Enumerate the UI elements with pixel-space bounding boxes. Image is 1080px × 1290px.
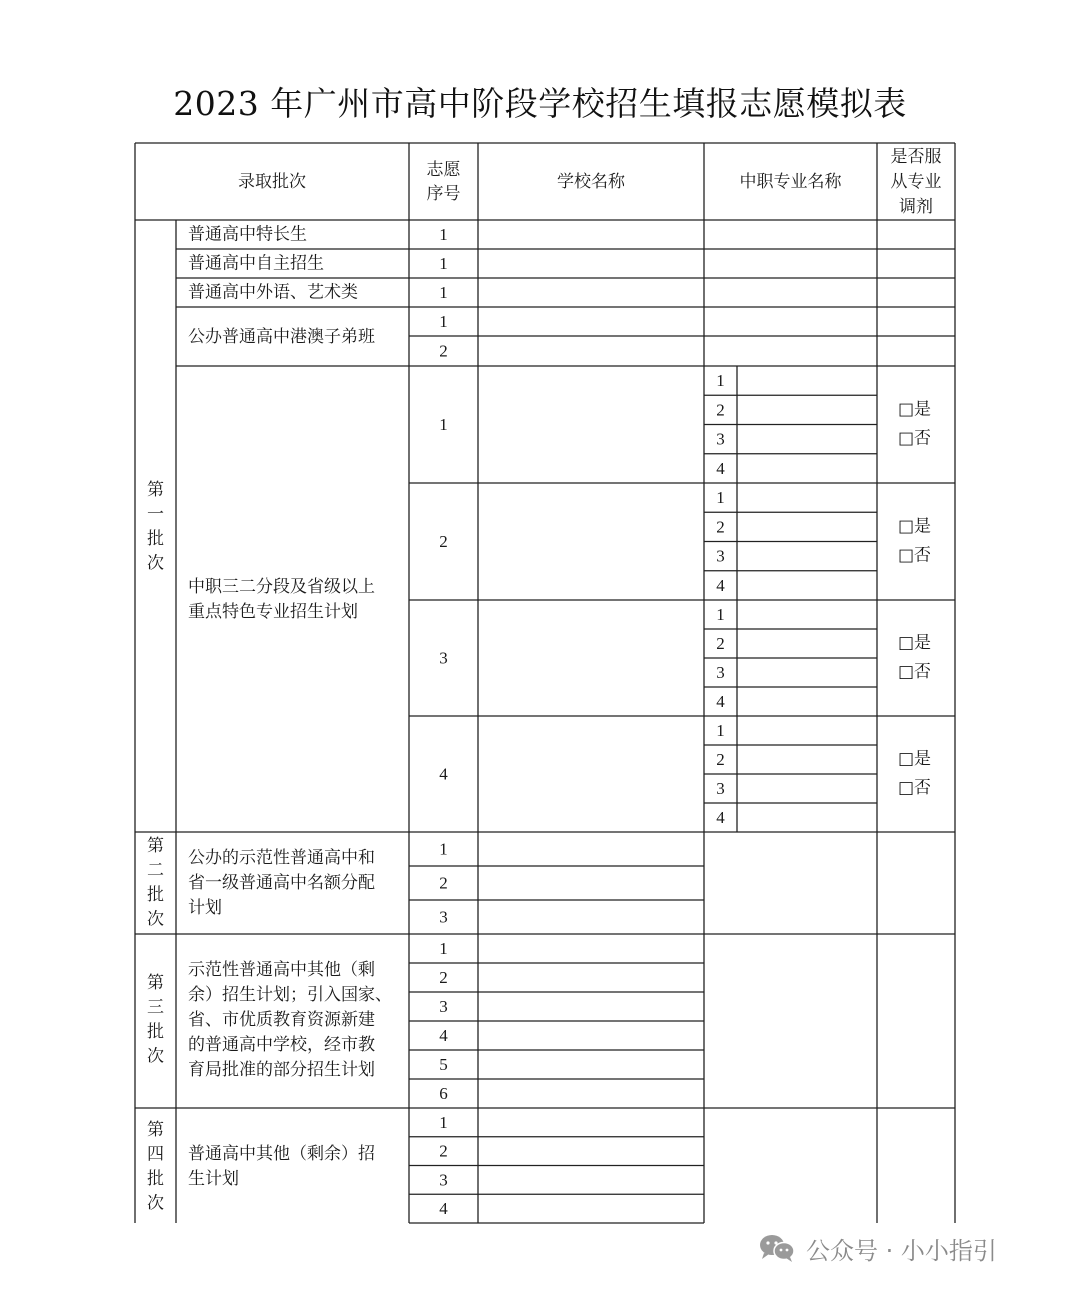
batch-label: 次: [147, 553, 164, 574]
sub-major-number: 2: [716, 400, 725, 420]
row-name: 生计划: [188, 1169, 239, 1189]
row-name: 普通高中自主招生: [188, 253, 324, 274]
sub-major-number: 3: [716, 779, 725, 798]
form-title: 2023 年广州市高中阶段学校招生填报志愿模拟表: [173, 84, 907, 123]
order-number: 2: [439, 341, 448, 361]
watermark: [758, 1230, 997, 1266]
order-number: 1: [439, 283, 448, 302]
order-number: 1: [439, 225, 448, 244]
order-number: 1: [439, 939, 448, 958]
order-number: 3: [439, 648, 448, 668]
order-number: 3: [439, 997, 448, 1016]
batch-label: 一: [147, 504, 164, 525]
sub-major-number: 3: [716, 546, 725, 566]
batch-label: 第: [147, 480, 164, 500]
order-number: 6: [439, 1084, 448, 1103]
sub-major-number: 3: [716, 663, 725, 682]
header-obey: 调剂: [899, 197, 933, 217]
row-name: 普通高中其他（剩余）招: [188, 1144, 375, 1164]
batch-label: 批: [147, 1169, 164, 1189]
order-number: 2: [439, 1141, 448, 1161]
checkbox-no: □否: [898, 662, 932, 682]
batch-label: 次: [147, 909, 164, 930]
row-name: 示范性普通高中其他（剩: [188, 960, 375, 980]
header-order: 志愿: [426, 160, 461, 180]
sub-major-number: 4: [716, 458, 725, 478]
order-number: 1: [439, 254, 448, 273]
checkbox-no: □否: [898, 428, 932, 449]
sub-major-number: 1: [716, 721, 725, 740]
order-number: 1: [439, 1112, 448, 1132]
row-name: 公办普通高中港澳子弟班: [188, 327, 375, 347]
batch-label: 四: [147, 1144, 164, 1165]
row-name: 育局批准的部分招生计划: [188, 1060, 375, 1080]
batch-label: 二: [147, 860, 164, 881]
sub-major-number: 1: [716, 605, 725, 624]
checkbox-yes: □是: [898, 399, 932, 420]
order-number: 1: [439, 312, 448, 331]
header-obey: 从专业: [890, 172, 942, 192]
header-school: 学校名称: [557, 172, 625, 192]
batch-label: 第: [147, 1120, 164, 1140]
header-major: 中职专业名称: [739, 172, 842, 192]
sub-major-number: 1: [716, 371, 725, 391]
row-name: 的普通高中学校，经市教: [188, 1035, 375, 1055]
checkbox-yes: □是: [898, 749, 932, 769]
sub-major-number: 1: [716, 488, 725, 508]
batch-label: 批: [147, 1022, 164, 1042]
order-number: 1: [439, 839, 448, 859]
sub-major-number: 2: [716, 517, 725, 537]
row-name: 省、市优质教育资源新建: [188, 1010, 375, 1030]
checkbox-no: □否: [898, 778, 932, 798]
checkbox-no: □否: [898, 545, 932, 566]
batch-label: 批: [147, 529, 164, 549]
batch-label: 第: [147, 836, 164, 856]
watermark-text: 公众号 · 小小指引: [806, 1236, 997, 1265]
order-number: 3: [439, 1170, 448, 1190]
sub-major-number: 3: [716, 429, 725, 449]
sub-major-number: 4: [716, 575, 725, 595]
order-number: 1: [439, 415, 448, 434]
sub-major-number: 4: [716, 808, 725, 827]
order-number: 3: [439, 907, 448, 927]
order-number: 2: [439, 968, 448, 987]
checkbox-yes: □是: [898, 516, 932, 537]
row-name: 中职三二分段及省级以上: [188, 577, 375, 597]
header-obey: 是否服: [890, 147, 942, 167]
batch-label: 次: [147, 1193, 164, 1214]
order-number: 4: [439, 764, 448, 784]
sub-major-number: 2: [716, 634, 725, 653]
row-name: 普通高中外语、艺术类: [188, 282, 358, 303]
order-number: 2: [439, 532, 448, 551]
row-name: 重点特色专业招生计划: [188, 602, 358, 622]
checkbox-yes: □是: [898, 633, 932, 653]
sub-major-number: 2: [716, 750, 725, 769]
row-name: 省一级普通高中名额分配: [188, 873, 375, 893]
header-order: 序号: [426, 184, 461, 204]
batch-label: 批: [147, 885, 164, 905]
wechat-icon: [758, 1232, 796, 1264]
order-number: 4: [439, 1026, 448, 1045]
row-name: 普通高中特长生: [188, 224, 307, 245]
header-batch: 录取批次: [238, 172, 306, 192]
order-number: 4: [439, 1199, 448, 1219]
batch-label: 三: [147, 997, 164, 1018]
order-number: 2: [439, 873, 448, 893]
sub-major-number: 4: [716, 692, 725, 711]
batch-label: 第: [147, 973, 164, 993]
row-name: 余）招生计划；引入国家、: [188, 985, 392, 1005]
batch-label: 次: [147, 1046, 164, 1067]
row-name: 公办的示范性普通高中和: [188, 848, 375, 868]
order-number: 5: [439, 1055, 448, 1074]
row-name: 计划: [188, 898, 222, 918]
